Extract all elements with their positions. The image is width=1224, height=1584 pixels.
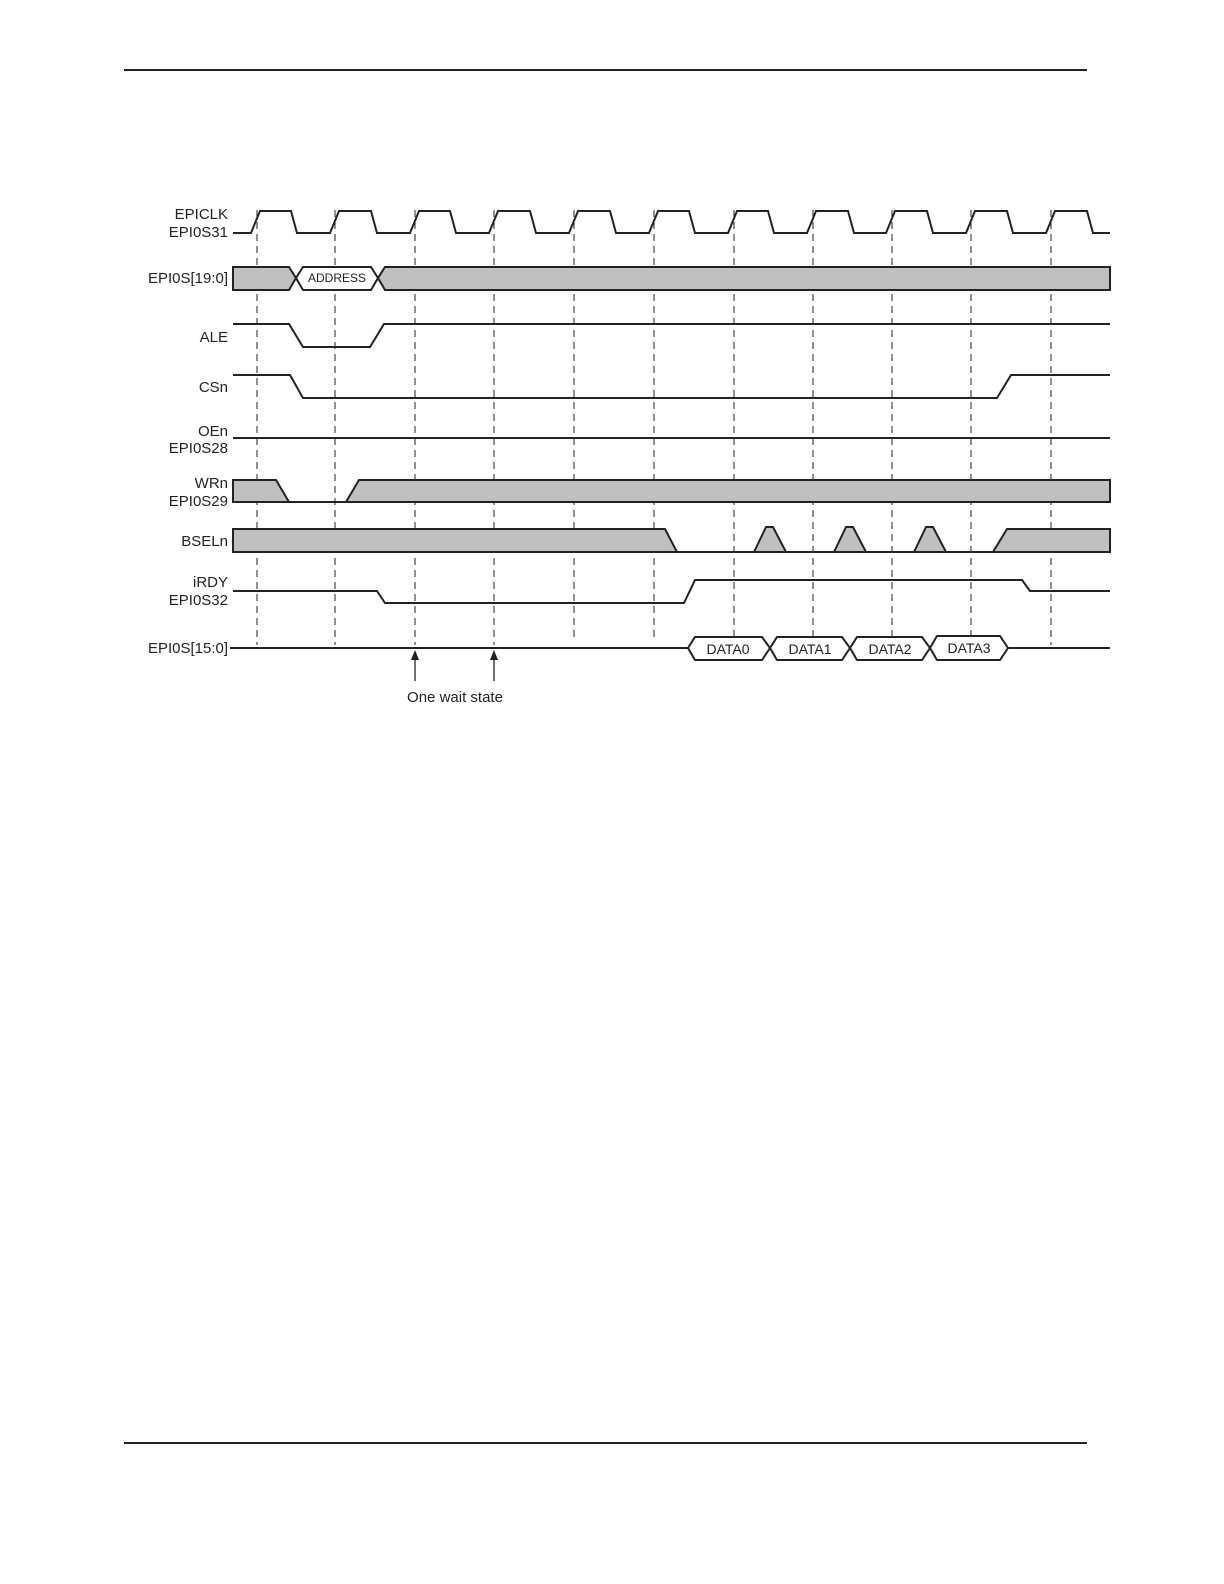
wrn-segment-1: [233, 480, 289, 502]
bseln-segment-2: [993, 529, 1110, 552]
footer-rule: [124, 1442, 1087, 1444]
csn-waveform: [233, 375, 1110, 398]
wrn-segment-2: [346, 480, 1110, 502]
address-bus-after: [378, 267, 1110, 290]
signal-label-ale: ALE: [199, 329, 228, 346]
bseln-segment-1: [233, 529, 677, 552]
signal-label-wrn: WRn: [194, 475, 228, 492]
signal-label-address-bus: EPI0S[19:0]: [147, 270, 228, 287]
signal-label-epiclk: EPICLK: [174, 206, 228, 223]
bseln-pulse: [754, 527, 786, 552]
clock-waveform: [233, 211, 1110, 233]
data-label: DATA2: [868, 641, 912, 657]
bseln-pulse: [914, 527, 946, 552]
wait-state-annotation: One wait state: [407, 689, 503, 706]
signal-label-epi0s32: EPI0S32: [168, 592, 228, 609]
address-label: ADDRESS: [307, 271, 367, 285]
signal-label-epi0s31: EPI0S31: [168, 224, 228, 241]
bseln-pulse: [834, 527, 866, 552]
data-label: DATA1: [788, 641, 832, 657]
signal-label-oen: OEn: [197, 423, 228, 440]
signal-label-irdy: iRDY: [192, 574, 228, 591]
signal-label-epi0s29: EPI0S29: [168, 493, 228, 510]
wait-state-arrowhead: [411, 650, 419, 660]
irdy-waveform: [233, 580, 1110, 603]
address-bus-before: [233, 267, 296, 290]
signal-label-epi0s28: EPI0S28: [168, 440, 228, 457]
ale-waveform: [233, 324, 1110, 347]
signal-label-data-bus: EPI0S[15:0]: [147, 640, 228, 657]
wait-state-arrowhead: [490, 650, 498, 660]
signal-label-bseln: BSELn: [181, 533, 228, 550]
data-label: DATA0: [706, 641, 750, 657]
signal-label-csn: CSn: [198, 379, 228, 396]
data-label: DATA3: [947, 640, 991, 656]
